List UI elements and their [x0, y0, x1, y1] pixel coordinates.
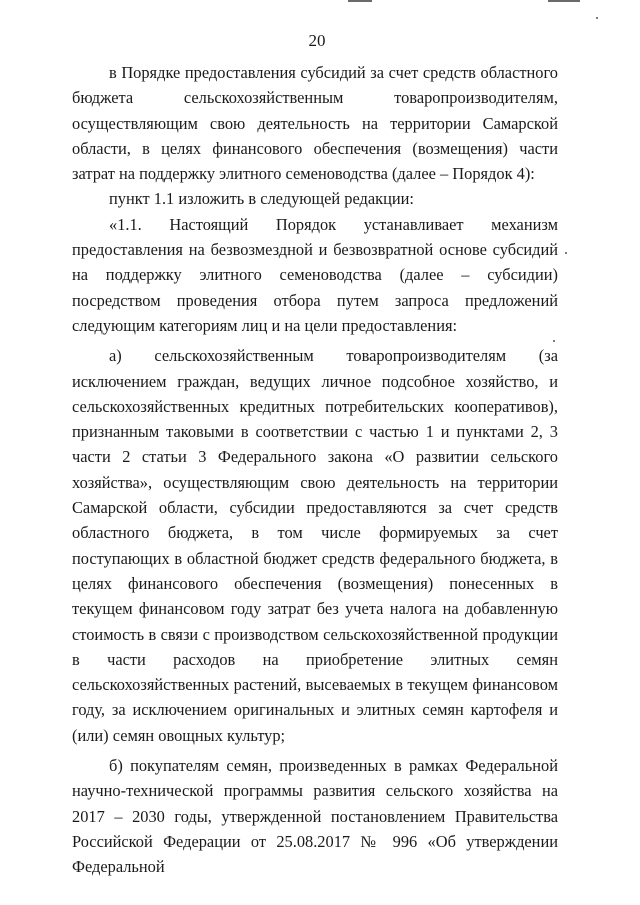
paragraph-subitem-a: а) сельскохозяйственным товаропроизводителям (за исключением граждан, ведущих личное подсобное хозяйство, и сельскохозяйственных кредитных потребительских кооперативов), признанным таковыми в соответствии с частью 1 и пунктами 2, 3 части 2 статьи 3 Федерального закона «О развитии сельского хозяйства», осуществляющим свою деятельность на территории Самарской области, субсидии предоставляются за счет средств областного бюджета, в том числе формируемых за счет поступающих в областной бюджет средств федерального бюджета, в целях финансового обеспечения (возмещения) понесенных в текущем финансовом году затрат без учета налога на добавленную стоимость в связи с производством сельскохозяйственной продукции в части расходов на приобретение элитных семян сельскохозяйственных растений, высеваемых в текущем финансовом году, за исключением оригинальных и элитных семян картофеля и (или) семян овощных культур;	[72, 346, 558, 745]
paragraph-intro: в Порядке предоставления субсидий за счет средств областного бюджета сельскохозяйственным товаропроизводителям, осуществляющим свою деятельность на территории Самарской области, в целях финансового обеспечения (возмещения) части затрат на поддержку элитного семеноводства (далее – Порядок 4):	[72, 63, 558, 184]
scan-artifact	[548, 0, 580, 2]
scan-speck	[565, 252, 567, 254]
paragraph-clause-1-1: «1.1. Настоящий Порядок устанавливает механизм предоставления на безвозмездной и безвозвратной основе субсидий на поддержку элитного семеноводства (далее – субсидии) посредством проведения отбора путем запроса предложений следующим категориям лиц и на цели предоставления:	[72, 214, 558, 335]
scan-artifact	[348, 0, 372, 2]
page-number: 20	[308, 31, 326, 50]
paragraph-item-instruction: пункт 1.1 изложить в следующей редакции:	[109, 189, 414, 209]
paragraph-subitem-b: б) покупателям семян, произведенных в рамках Федеральной научно-технической программы развития сельского хозяйства на 2017 – 2030 годы, утвержденной постановлением Правительства Российской Федерации от 25.08.2017 № 996 «Об утверждении Федеральной	[72, 756, 558, 877]
document-body	[72, 60, 558, 880]
scan-speck	[596, 17, 598, 19]
